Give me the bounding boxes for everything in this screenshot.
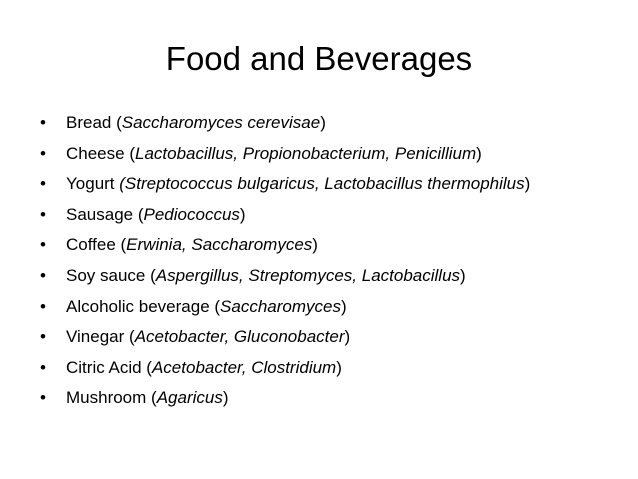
food-name: Sausage: [66, 204, 134, 224]
open-paren: (: [124, 143, 135, 163]
food-name: Mushroom: [66, 388, 147, 408]
food-name: Bread: [66, 113, 112, 132]
microorganisms: Saccharomyces: [220, 296, 341, 316]
list-item-coffee: [40, 230, 625, 261]
bullet-icon: •: [40, 296, 46, 316]
list-item-vinegar: [40, 322, 625, 353]
open-paren: (: [124, 327, 135, 347]
open-paren: (: [133, 204, 144, 224]
food-name: Soy sauce: [66, 265, 146, 285]
bullet-icon: •: [40, 235, 46, 255]
list-item-mushroom: [40, 383, 625, 414]
microorganisms: Agaricus: [156, 388, 223, 408]
bullet-icon: •: [40, 174, 46, 194]
close-paren: ): [312, 235, 318, 255]
food-name: Coffee: [66, 235, 116, 255]
close-paren: ): [476, 143, 482, 163]
open-paren: (: [115, 235, 127, 255]
close-paren: ): [524, 174, 531, 194]
bullet-icon: •: [40, 143, 46, 163]
close-paren: ): [340, 296, 347, 316]
list-item-cheese: [40, 139, 625, 170]
food-name: Citric Acid: [66, 357, 142, 377]
microorganisms: Lactobacillus, Propionobacterium, Penicillium: [135, 143, 477, 163]
slide-title: Food and Beverages: [165, 40, 473, 77]
close-paren: ): [336, 357, 342, 377]
food-name: Cheese: [66, 143, 125, 163]
bullet-icon: •: [40, 113, 46, 132]
bullet-icon: •: [40, 388, 46, 408]
microorganisms: Erwinia, Saccharomyces: [126, 235, 313, 255]
microorganisms: Pediococcus: [143, 204, 240, 224]
bullet-list: [40, 108, 625, 414]
microorganisms: Aspergillus, Streptomyces, Lactobacillus: [155, 265, 461, 285]
open-paren: (: [141, 357, 152, 377]
bullet-icon: •: [40, 265, 46, 285]
close-paren: ): [344, 327, 351, 347]
list-item-bread: [40, 108, 625, 139]
list-item-yogurt: [40, 169, 625, 200]
microorganisms: Acetobacter, Gluconobacter: [134, 327, 345, 347]
food-name: Alcoholic beverage: [66, 296, 210, 316]
close-paren: ): [460, 265, 466, 285]
microorganisms: Acetobacter, Clostridium: [151, 357, 337, 377]
close-paren: ): [239, 204, 246, 224]
food-name: Vinegar: [66, 327, 125, 347]
close-paren: ): [320, 113, 326, 132]
food-name: Yogurt: [66, 174, 115, 194]
list-item-citric-acid: [40, 353, 625, 384]
open-paren: (: [114, 174, 125, 194]
microorganisms: Streptococcus bulgaricus, Lactobacillus thermophilus: [124, 174, 525, 194]
list-item-soy-sauce: [40, 261, 625, 292]
open-paren: (: [145, 265, 156, 285]
list-item-alcoholic-beverage: [40, 292, 625, 323]
open-paren: (: [146, 388, 157, 408]
close-paren: ): [222, 388, 229, 408]
open-paren: (: [111, 113, 122, 132]
bullet-icon: •: [40, 357, 46, 377]
list-item-sausage: [40, 200, 625, 231]
open-paren: (: [209, 296, 221, 316]
bullet-icon: •: [40, 204, 46, 224]
bullet-icon: •: [40, 327, 46, 347]
microorganisms: Saccharomyces cerevisae: [121, 113, 321, 132]
